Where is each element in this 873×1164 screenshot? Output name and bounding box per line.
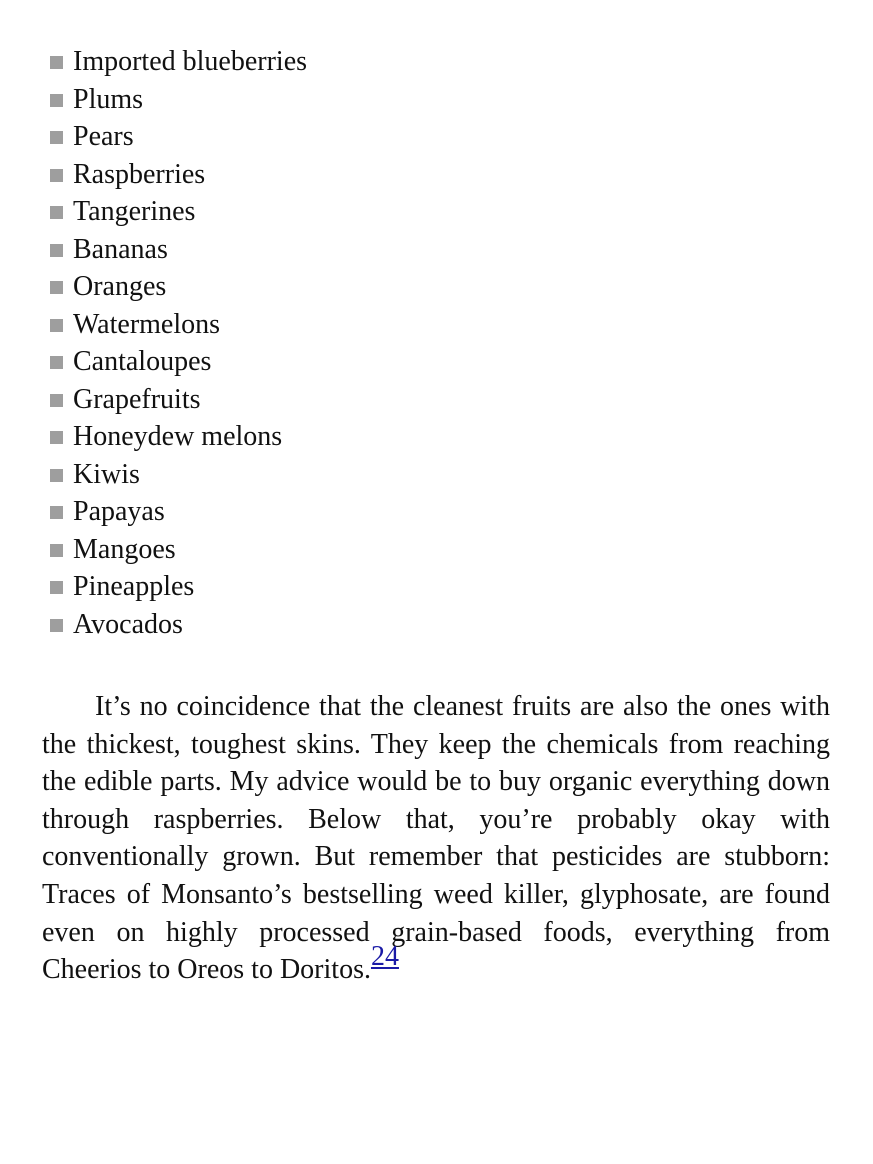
square-bullet-icon — [50, 94, 63, 107]
square-bullet-icon — [50, 356, 63, 369]
list-item-label: Tangerines — [73, 196, 196, 227]
square-bullet-icon — [50, 169, 63, 182]
list-item-label: Grapefruits — [73, 383, 201, 415]
list-item-label: Papayas — [73, 496, 165, 527]
list-item — [50, 81, 307, 119]
list-item — [50, 493, 307, 531]
footnote-link[interactable]: 24 — [370, 941, 399, 973]
list-item-label: Imported blueberries — [73, 46, 308, 77]
square-bullet-icon — [50, 394, 63, 407]
square-bullet-icon — [50, 506, 63, 519]
list-item — [50, 606, 307, 644]
list-item — [50, 268, 307, 306]
list-item-label: Oranges — [73, 271, 167, 302]
list-item — [50, 156, 307, 194]
list-item-label: Mangoes — [73, 533, 176, 565]
square-bullet-icon — [50, 544, 63, 557]
list-item-label: Bananas — [73, 233, 168, 265]
list-item-label: Cantaloupes — [73, 346, 212, 377]
list-item — [50, 531, 307, 569]
list-item — [50, 343, 307, 381]
list-item — [50, 381, 307, 419]
list-item-label: Avocados — [73, 608, 183, 640]
square-bullet-icon — [50, 206, 63, 219]
list-item-label: Kiwis — [73, 458, 140, 490]
list-item — [50, 231, 307, 269]
list-item — [50, 456, 307, 494]
square-bullet-icon — [50, 56, 63, 69]
list-item-label: Honeydew melons — [73, 421, 283, 452]
body-paragraph — [42, 688, 830, 989]
list-item — [50, 306, 307, 344]
square-bullet-icon — [50, 431, 63, 444]
fruit-list — [50, 43, 307, 643]
list-item — [50, 418, 307, 456]
list-item-label: Pineapples — [73, 571, 195, 602]
square-bullet-icon — [50, 281, 63, 294]
square-bullet-icon — [50, 319, 63, 332]
square-bullet-icon — [50, 244, 63, 257]
square-bullet-icon — [50, 469, 63, 482]
list-item-label: Raspberries — [73, 158, 206, 190]
square-bullet-icon — [50, 581, 63, 594]
list-item — [50, 568, 307, 606]
square-bullet-icon — [50, 131, 63, 144]
list-item-label: Watermelons — [73, 308, 221, 340]
list-item — [50, 118, 307, 156]
square-bullet-icon — [50, 619, 63, 632]
list-item-label: Pears — [73, 121, 134, 152]
list-item — [50, 43, 307, 81]
list-item-label: Plums — [73, 83, 144, 115]
list-item — [50, 193, 307, 231]
paragraph-text: It’s no coincidence that the cleanest fruits are also the ones with the thickest, toughest skins. They keep the chemicals from reaching the edible parts. My advice would be to buy organic everything down through raspberries. Below that, you’re probably okay with conventionally grown. But remember that pesticides are stubborn: Traces of Monsanto’s bestselling weed killer, glyphosate, are found even on highly processed grain-based foods, everything from Cheerios to Oreos to Doritos. — [42, 691, 830, 986]
